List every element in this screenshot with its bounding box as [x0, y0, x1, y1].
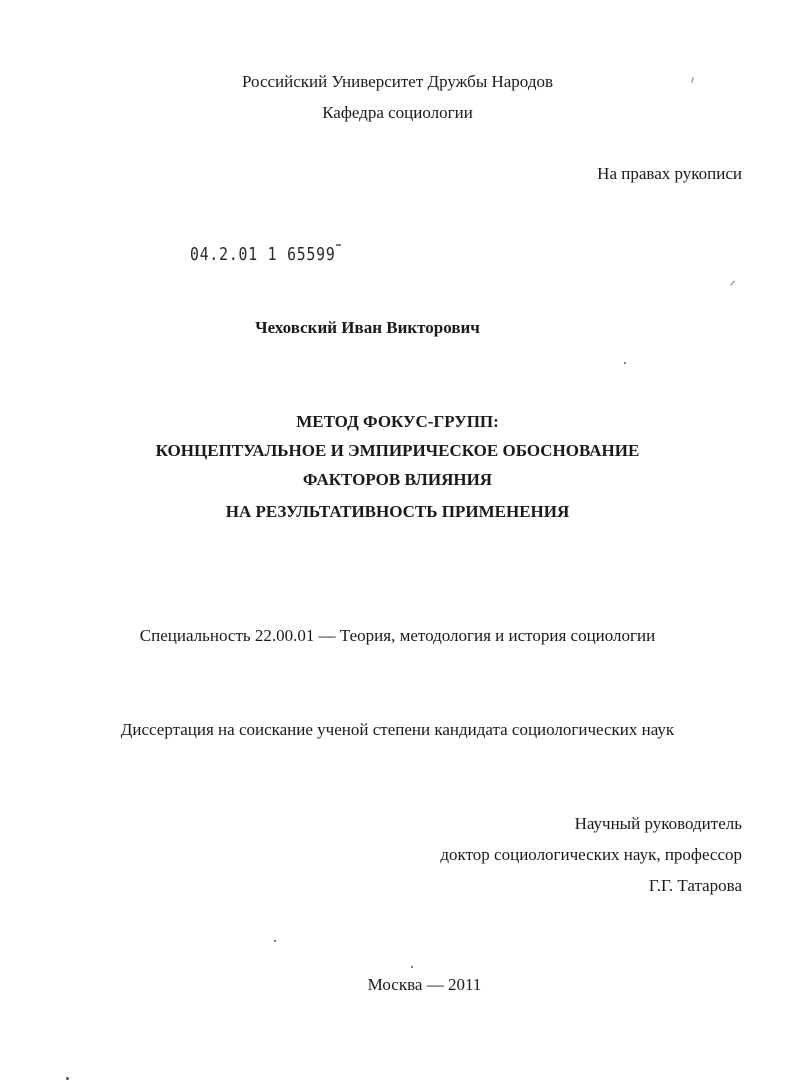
supervisor-name: Г.Г. Татарова [648, 876, 742, 895]
scan-speck [66, 1077, 69, 1080]
author-name: Чеховский Иван Викторович [255, 318, 480, 337]
scan-speck [274, 940, 276, 942]
scan-mark [336, 244, 341, 246]
archive-stamp-number: 04.2.01 1 65599 [190, 244, 336, 265]
scan-mark [730, 280, 735, 285]
place-year: Москва — 2011 [367, 975, 482, 994]
title-line-4: НА РЕЗУЛЬТАТИВНОСТЬ ПРИМЕНЕНИЯ [225, 502, 570, 521]
department-name: Кафедра социологии [322, 103, 473, 122]
supervisor-title: доктор социологических наук, профессор [440, 845, 742, 864]
specialty: Специальность 22.00.01 — Теория, методология и история социологии [139, 626, 656, 645]
university-name: Российский Университет Дружбы Народов [242, 72, 553, 91]
scan-speck [411, 966, 413, 968]
title-line-1: МЕТОД ФОКУС-ГРУПП: [296, 412, 499, 431]
manuscript-note: На правах рукописи [597, 164, 742, 183]
supervisor-label: Научный руководитель [574, 814, 742, 833]
title-line-3: ФАКТОРОВ ВЛИЯНИЯ [302, 470, 493, 489]
dissertation-note: Диссертация на соискание ученой степени кандидата социологических наук [120, 720, 675, 739]
scan-speck [624, 362, 626, 364]
title-line-2: КОНЦЕПТУАЛЬНОЕ И ЭМПИРИЧЕСКОЕ ОБОСНОВАНИЕ [155, 441, 640, 460]
